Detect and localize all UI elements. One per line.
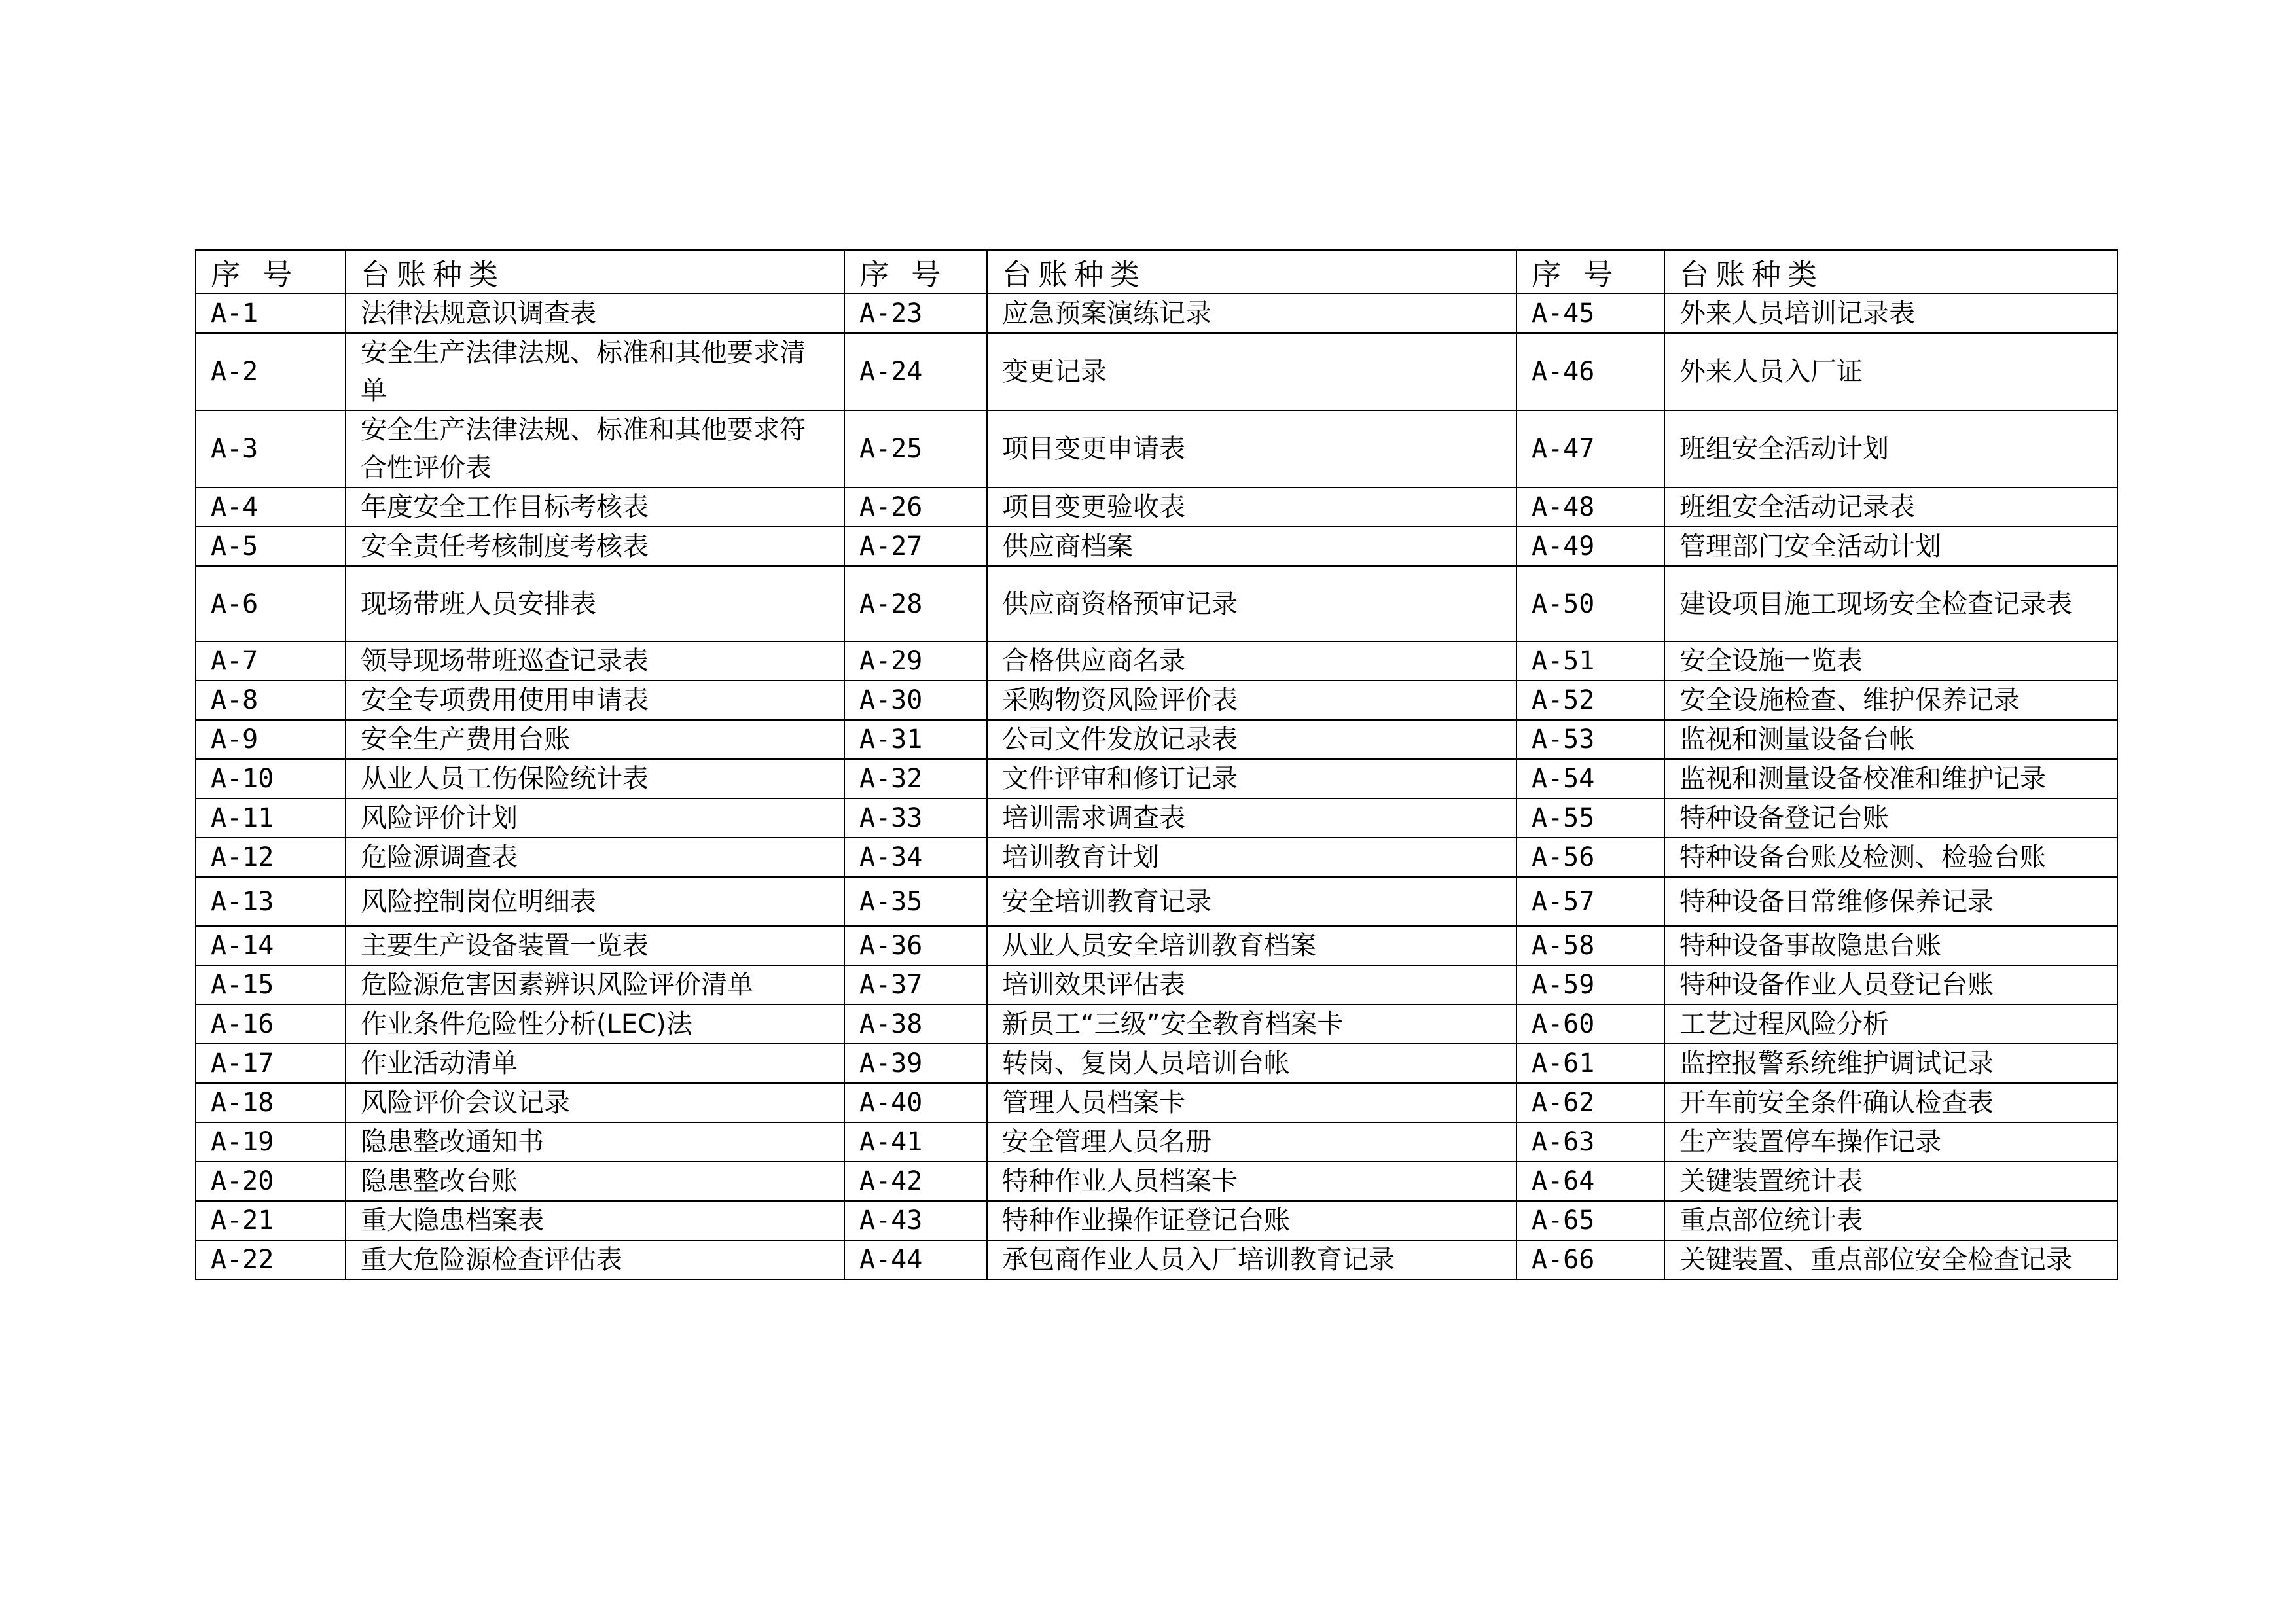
- ledger-index-table: [195, 249, 2118, 1280]
- table-row: [196, 488, 2117, 527]
- cell-serial-no: A-46: [1516, 333, 1664, 410]
- cell-serial-no: A-37: [844, 965, 987, 1005]
- cell-ledger-type: 重点部位统计表: [1664, 1201, 2117, 1240]
- cell-ledger-type: 监视和测量设备台帐: [1664, 720, 2117, 759]
- table-row: [196, 333, 2117, 410]
- cell-ledger-type: 监视和测量设备校准和维护记录: [1664, 759, 2117, 798]
- cell-serial-no: A-56: [1516, 838, 1664, 877]
- table-row: [196, 798, 2117, 838]
- cell-ledger-type: 安全生产费用台账: [346, 720, 844, 759]
- cell-serial-no: A-14: [196, 926, 346, 965]
- cell-ledger-type: 安全生产法律法规、标准和其他要求符合性评价表: [346, 410, 844, 488]
- cell-ledger-type: 特种作业人员档案卡: [987, 1162, 1516, 1201]
- table-row: [196, 641, 2117, 681]
- cell-ledger-type: 项目变更申请表: [987, 410, 1516, 488]
- cell-serial-no: A-62: [1516, 1083, 1664, 1122]
- cell-ledger-type: 重大危险源检查评估表: [346, 1240, 844, 1279]
- cell-ledger-type: 关键装置统计表: [1664, 1162, 2117, 1201]
- cell-ledger-type: 培训效果评估表: [987, 965, 1516, 1005]
- cell-serial-no: A-24: [844, 333, 987, 410]
- cell-serial-no: A-8: [196, 681, 346, 720]
- cell-serial-no: A-49: [1516, 527, 1664, 566]
- table-body: [196, 294, 2117, 1279]
- cell-ledger-type: 安全责任考核制度考核表: [346, 527, 844, 566]
- cell-ledger-type: 建设项目施工现场安全检查记录表: [1664, 566, 2117, 641]
- table-row: [196, 965, 2117, 1005]
- cell-ledger-type: 外来人员培训记录表: [1664, 294, 2117, 333]
- cell-serial-no: A-47: [1516, 410, 1664, 488]
- cell-ledger-type: 转岗、复岗人员培训台帐: [987, 1044, 1516, 1083]
- cell-serial-no: A-33: [844, 798, 987, 838]
- table-row: [196, 1044, 2117, 1083]
- cell-ledger-type: 年度安全工作目标考核表: [346, 488, 844, 527]
- cell-ledger-type: 新员工“三级”安全教育档案卡: [987, 1005, 1516, 1044]
- table-row: [196, 759, 2117, 798]
- table-header-row: [196, 250, 2117, 294]
- cell-ledger-type: 特种设备日常维修保养记录: [1664, 877, 2117, 926]
- table-row: [196, 1162, 2117, 1201]
- cell-serial-no: A-42: [844, 1162, 987, 1201]
- cell-serial-no: A-53: [1516, 720, 1664, 759]
- cell-serial-no: A-36: [844, 926, 987, 965]
- cell-ledger-type: 安全设施一览表: [1664, 641, 2117, 681]
- table-row: [196, 720, 2117, 759]
- cell-ledger-type: 项目变更验收表: [987, 488, 1516, 527]
- cell-ledger-type: 文件评审和修订记录: [987, 759, 1516, 798]
- cell-ledger-type: 安全设施检查、维护保养记录: [1664, 681, 2117, 720]
- cell-serial-no: A-19: [196, 1122, 346, 1162]
- table-row: [196, 1083, 2117, 1122]
- cell-serial-no: A-44: [844, 1240, 987, 1279]
- table-row: [196, 566, 2117, 641]
- cell-serial-no: A-3: [196, 410, 346, 488]
- cell-ledger-type: 供应商资格预审记录: [987, 566, 1516, 641]
- cell-ledger-type: 生产装置停车操作记录: [1664, 1122, 2117, 1162]
- cell-ledger-type: 从业人员工伤保险统计表: [346, 759, 844, 798]
- cell-ledger-type: 隐患整改通知书: [346, 1122, 844, 1162]
- cell-serial-no: A-40: [844, 1083, 987, 1122]
- cell-serial-no: A-61: [1516, 1044, 1664, 1083]
- cell-serial-no: A-6: [196, 566, 346, 641]
- cell-serial-no: A-10: [196, 759, 346, 798]
- header-serial-no: 序 号: [844, 250, 987, 294]
- cell-serial-no: A-31: [844, 720, 987, 759]
- cell-serial-no: A-1: [196, 294, 346, 333]
- cell-serial-no: A-64: [1516, 1162, 1664, 1201]
- cell-ledger-type: 隐患整改台账: [346, 1162, 844, 1201]
- cell-serial-no: A-65: [1516, 1201, 1664, 1240]
- table-row: [196, 410, 2117, 488]
- cell-serial-no: A-58: [1516, 926, 1664, 965]
- cell-serial-no: A-60: [1516, 1005, 1664, 1044]
- cell-serial-no: A-22: [196, 1240, 346, 1279]
- cell-serial-no: A-30: [844, 681, 987, 720]
- cell-serial-no: A-2: [196, 333, 346, 410]
- cell-ledger-type: 重大隐患档案表: [346, 1201, 844, 1240]
- cell-serial-no: A-50: [1516, 566, 1664, 641]
- cell-ledger-type: 危险源调查表: [346, 838, 844, 877]
- cell-ledger-type: 承包商作业人员入厂培训教育记录: [987, 1240, 1516, 1279]
- cell-serial-no: A-17: [196, 1044, 346, 1083]
- cell-ledger-type: 风险控制岗位明细表: [346, 877, 844, 926]
- cell-ledger-type: 法律法规意识调查表: [346, 294, 844, 333]
- table-row: [196, 1201, 2117, 1240]
- cell-serial-no: A-52: [1516, 681, 1664, 720]
- table-row: [196, 681, 2117, 720]
- table-row: [196, 877, 2117, 926]
- cell-ledger-type: 风险评价计划: [346, 798, 844, 838]
- header-ledger-type: 台账种类: [1664, 250, 2117, 294]
- cell-serial-no: A-54: [1516, 759, 1664, 798]
- cell-ledger-type: 特种设备作业人员登记台账: [1664, 965, 2117, 1005]
- cell-serial-no: A-57: [1516, 877, 1664, 926]
- cell-serial-no: A-41: [844, 1122, 987, 1162]
- cell-serial-no: A-7: [196, 641, 346, 681]
- cell-serial-no: A-4: [196, 488, 346, 527]
- cell-ledger-type: 工艺过程风险分析: [1664, 1005, 2117, 1044]
- cell-serial-no: A-63: [1516, 1122, 1664, 1162]
- cell-ledger-type: 主要生产设备装置一览表: [346, 926, 844, 965]
- cell-ledger-type: 公司文件发放记录表: [987, 720, 1516, 759]
- cell-serial-no: A-28: [844, 566, 987, 641]
- table-row: [196, 1122, 2117, 1162]
- cell-ledger-type: 外来人员入厂证: [1664, 333, 2117, 410]
- cell-ledger-type: 作业活动清单: [346, 1044, 844, 1083]
- cell-serial-no: A-5: [196, 527, 346, 566]
- header-serial-no: 序 号: [196, 250, 346, 294]
- cell-ledger-type: 合格供应商名录: [987, 641, 1516, 681]
- cell-ledger-type: 作业条件危险性分析(LEC)法: [346, 1005, 844, 1044]
- cell-serial-no: A-21: [196, 1201, 346, 1240]
- cell-ledger-type: 特种设备事故隐患台账: [1664, 926, 2117, 965]
- cell-serial-no: A-9: [196, 720, 346, 759]
- cell-serial-no: A-23: [844, 294, 987, 333]
- cell-serial-no: A-32: [844, 759, 987, 798]
- table-row: [196, 1005, 2117, 1044]
- header-ledger-type: 台账种类: [987, 250, 1516, 294]
- header-serial-no: 序 号: [1516, 250, 1664, 294]
- cell-serial-no: A-13: [196, 877, 346, 926]
- cell-serial-no: A-20: [196, 1162, 346, 1201]
- cell-ledger-type: 管理部门安全活动计划: [1664, 527, 2117, 566]
- cell-serial-no: A-34: [844, 838, 987, 877]
- cell-serial-no: A-66: [1516, 1240, 1664, 1279]
- cell-serial-no: A-25: [844, 410, 987, 488]
- cell-ledger-type: 应急预案演练记录: [987, 294, 1516, 333]
- cell-serial-no: A-15: [196, 965, 346, 1005]
- cell-ledger-type: 风险评价会议记录: [346, 1083, 844, 1122]
- cell-ledger-type: 现场带班人员安排表: [346, 566, 844, 641]
- table-row: [196, 838, 2117, 877]
- cell-ledger-type: 安全专项费用使用申请表: [346, 681, 844, 720]
- cell-serial-no: A-43: [844, 1201, 987, 1240]
- cell-serial-no: A-48: [1516, 488, 1664, 527]
- cell-serial-no: A-29: [844, 641, 987, 681]
- cell-ledger-type: 危险源危害因素辨识风险评价清单: [346, 965, 844, 1005]
- cell-ledger-type: 特种设备台账及检测、检验台账: [1664, 838, 2117, 877]
- cell-serial-no: A-39: [844, 1044, 987, 1083]
- cell-ledger-type: 开车前安全条件确认检查表: [1664, 1083, 2117, 1122]
- cell-serial-no: A-35: [844, 877, 987, 926]
- cell-serial-no: A-26: [844, 488, 987, 527]
- table-row: [196, 926, 2117, 965]
- cell-ledger-type: 管理人员档案卡: [987, 1083, 1516, 1122]
- cell-ledger-type: 特种作业操作证登记台账: [987, 1201, 1516, 1240]
- table-row: [196, 1240, 2117, 1279]
- cell-ledger-type: 特种设备登记台账: [1664, 798, 2117, 838]
- table-row: [196, 527, 2117, 566]
- cell-serial-no: A-18: [196, 1083, 346, 1122]
- header-ledger-type: 台账种类: [346, 250, 844, 294]
- table-row: [196, 294, 2117, 333]
- cell-ledger-type: 班组安全活动记录表: [1664, 488, 2117, 527]
- cell-ledger-type: 安全生产法律法规、标准和其他要求清单: [346, 333, 844, 410]
- cell-ledger-type: 领导现场带班巡查记录表: [346, 641, 844, 681]
- cell-ledger-type: 班组安全活动计划: [1664, 410, 2117, 488]
- cell-ledger-type: 培训教育计划: [987, 838, 1516, 877]
- cell-ledger-type: 供应商档案: [987, 527, 1516, 566]
- cell-serial-no: A-11: [196, 798, 346, 838]
- cell-serial-no: A-45: [1516, 294, 1664, 333]
- cell-ledger-type: 从业人员安全培训教育档案: [987, 926, 1516, 965]
- cell-serial-no: A-38: [844, 1005, 987, 1044]
- cell-ledger-type: 安全培训教育记录: [987, 877, 1516, 926]
- cell-ledger-type: 培训需求调查表: [987, 798, 1516, 838]
- cell-serial-no: A-59: [1516, 965, 1664, 1005]
- cell-serial-no: A-55: [1516, 798, 1664, 838]
- cell-serial-no: A-16: [196, 1005, 346, 1044]
- cell-serial-no: A-51: [1516, 641, 1664, 681]
- cell-ledger-type: 关键装置、重点部位安全检查记录: [1664, 1240, 2117, 1279]
- cell-ledger-type: 安全管理人员名册: [987, 1122, 1516, 1162]
- cell-ledger-type: 变更记录: [987, 333, 1516, 410]
- cell-serial-no: A-12: [196, 838, 346, 877]
- cell-serial-no: A-27: [844, 527, 987, 566]
- cell-ledger-type: 采购物资风险评价表: [987, 681, 1516, 720]
- cell-ledger-type: 监控报警系统维护调试记录: [1664, 1044, 2117, 1083]
